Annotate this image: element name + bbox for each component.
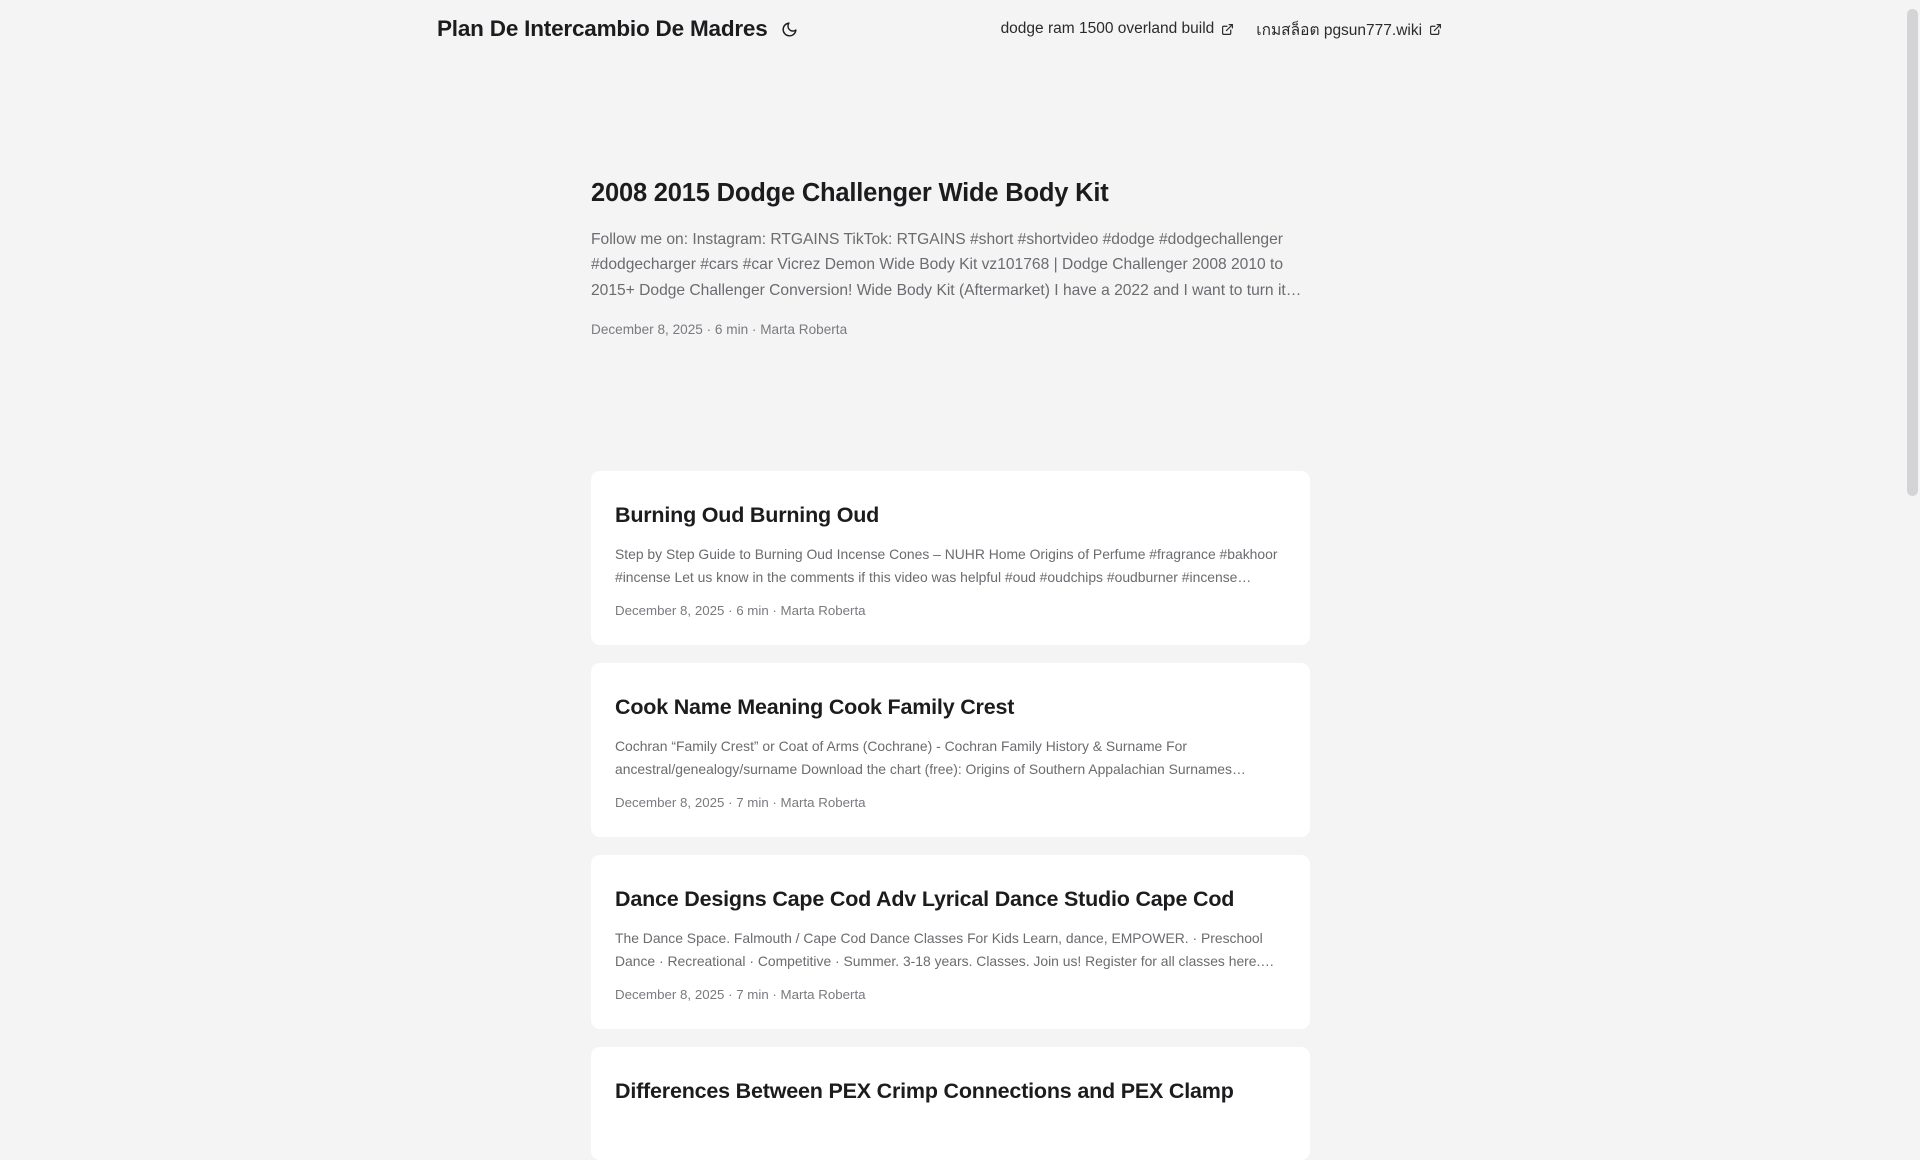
featured-post-title[interactable]: 2008 2015 Dodge Challenger Wide Body Kit <box>591 179 1109 207</box>
post-card-meta: December 8, 2025 · 7 min · Marta Roberta <box>615 795 866 811</box>
featured-post-meta: December 8, 2025 · 6 min · Marta Roberta <box>591 321 848 337</box>
header-link-label: เกมสล็อต pgsun777.wiki <box>1256 21 1423 39</box>
main-content <box>0 58 1920 1160</box>
post-card-meta: December 8, 2025 · 7 min · Marta Roberta <box>615 987 866 1003</box>
external-link-icon <box>1429 23 1442 36</box>
brand <box>437 16 801 42</box>
post-card-excerpt: Step by Step Guide to Burning Oud Incense Cones – NUHR Home Origins of Perfume #fragrance #bakhoor #incense Let us know in the comments if this video was helpful #oud #oudchips #oudburner #incense… <box>615 545 1278 585</box>
featured-post[interactable] <box>590 177 1310 337</box>
post-card-title[interactable]: Burning Oud Burning Oud <box>615 502 880 527</box>
post-card[interactable] <box>591 855 1310 1029</box>
post-card-meta: December 8, 2025 · 6 min · Marta Roberta <box>615 602 866 618</box>
scrollbar-track[interactable] <box>1905 0 1920 1080</box>
post-card[interactable] <box>591 1047 1310 1160</box>
moon-icon[interactable] <box>779 18 801 40</box>
post-card-title[interactable]: Differences Between PEX Crimp Connections and PEX Clamp <box>615 1079 1234 1104</box>
post-card-excerpt: Cochran “Family Crest” or Coat of Arms (Cochrane) - Cochran Family History & Surname For ancestral/genealogy/surname Download the chart (free): Origins of Southern Appalachian Surnames… <box>615 737 1246 777</box>
header-links <box>1001 17 1443 42</box>
header-link-label: dodge ram 1500 overland build <box>1000 20 1215 37</box>
external-link-icon <box>1221 23 1234 36</box>
scrollbar-thumb[interactable] <box>1907 9 1918 496</box>
post-list <box>591 471 1310 1160</box>
content-column <box>590 177 1310 1160</box>
featured-post-excerpt: Follow me on: Instagram: RTGAINS TikTok: RTGAINS #short #shortvideo #dodge #dodgechallenger #dodgecharger #cars #car Vicrez Demon Wide Body Kit vz101768 | Dodge Challenger 2008 2010 to 2015+ Dodge Challenger Conversion! Wide Body Kit (Aftermarket) I have a 2022 and I want to turn it… <box>591 231 1302 299</box>
header-link-dodge-ram[interactable] <box>1001 20 1235 38</box>
post-card-title[interactable]: Cook Name Meaning Cook Family Crest <box>615 694 1015 719</box>
header-link-pgsun777[interactable] <box>1256 17 1442 42</box>
site-title[interactable]: Plan De Intercambio De Madres <box>437 16 768 41</box>
post-card[interactable] <box>591 471 1310 645</box>
post-card-excerpt: The Dance Space. Falmouth / Cape Cod Dance Classes For Kids Learn, dance, EMPOWER. · Preschool Dance · Recreational · Competitive · Summer. 3-18 years. Classes. Join us! Register for all classes here.… <box>615 930 1275 970</box>
post-card-title[interactable]: Dance Designs Cape Cod Adv Lyrical Dance Studio Cape Cod <box>615 887 1235 912</box>
post-card[interactable] <box>591 663 1310 837</box>
site-header <box>0 0 1920 58</box>
